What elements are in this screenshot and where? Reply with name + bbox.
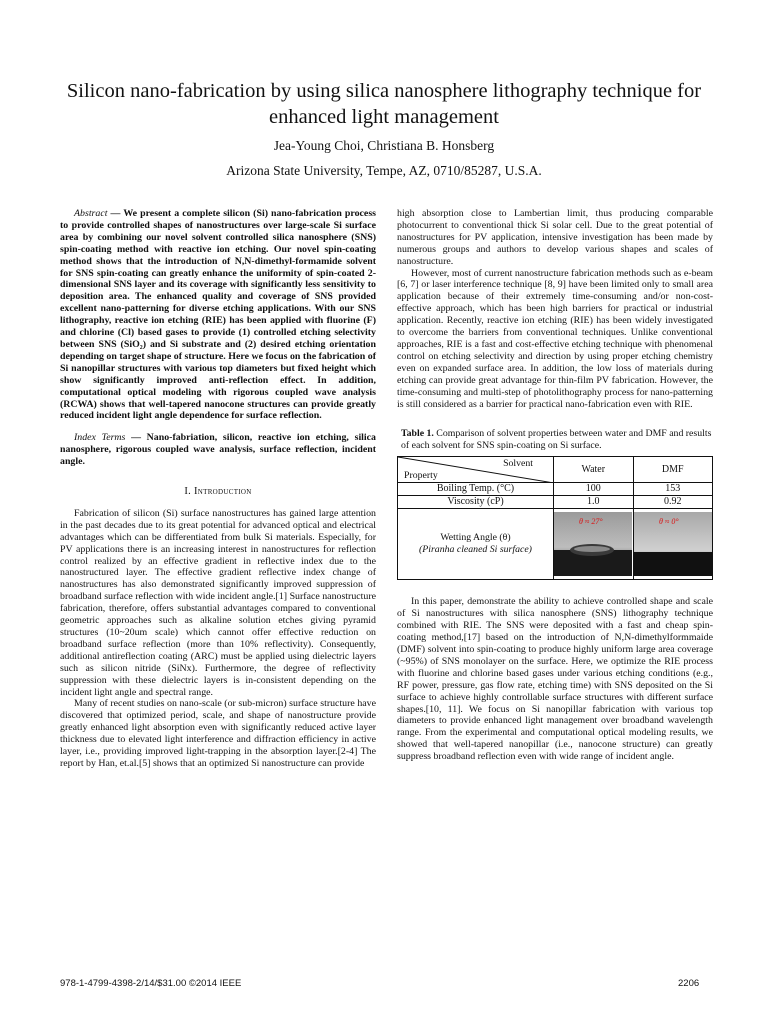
cell-wetting-label <box>398 509 554 580</box>
cell-water-photo <box>554 509 634 580</box>
intro-paragraph: Many of recent studies on nano-scale (or sub-micron) surface structure have discovered that optimized period, scale, and shape of nanostructure provide greatly enhanced light absorption even with significantly reduced active layer thickness due to elevated light interference and diffraction efficiency in active layer, i.e., providing improved light-trapping in the absorption layer.[2-4] The report by Han, et.al.[5] shows that an optimized Si nanostructure can provide <box>60 698 376 769</box>
dmf-angle-text: θ ≈ 0° <box>658 517 679 527</box>
abstract-text: — We present a complete silicon (Si) nano-fabrication process to provide controlled shapes of nanostructures over large-scale Si surface area by combining our novel solvent controlled silica nanosphere (SNS) spin-coating method with reactive ion etching. Our novel spin-coating method shows that the introduction of N,N-dimethyl-formamide solvent for SNS spin-coating can greatly enhance the uniformity of spin-coated 2-dimensional SNS layer and its coverage with significantly less sensitivity to deposition area. The enhanced quality and coverage of SNS provided excellent nano-patterning for diverse etching applications. With our SNS lithography, reactive ion etching (RIE) has been applied with fluorine (F) and chlorine (Cl) based gases to provide (1) controlled etching selectivity between SNS (SiO₂) and Si substrate and (2) desired etching orientation depending on target shape of structure. Here we focus on the fabrication of Si nanopillar structures with various top diameters but fixed height which show significantly improved anti-reflection effect. In addition, computational optical modeling with rigorous coupled wave analysis (RCWA) shows that well-tapered nanocone structures can provide greatly reduced incident light angle dependence for surface reflection. <box>60 208 376 422</box>
header-solvent: Solvent <box>503 458 533 470</box>
cell-water: 100 <box>554 483 634 496</box>
table-row-wetting <box>398 509 713 580</box>
paper-title: Silicon nano-fabrication by using silica nanosphere lithography technique for enhanced light management <box>66 80 702 128</box>
right-column <box>397 208 713 763</box>
header-property: Property <box>404 469 438 481</box>
cell-dmf-photo <box>633 509 713 580</box>
table-caption-label: Table 1. <box>401 428 434 440</box>
abstract-lead: Abstract <box>74 208 108 219</box>
header-dmf: DMF <box>633 457 713 483</box>
cell-dmf: 0.92 <box>633 496 713 509</box>
index-terms-text: — Nano-fabriation, silicon, reactive ion etching, silica nanosphere, rigorous coupled wave analysis, surface reflection, incident angle. <box>60 432 376 468</box>
index-terms <box>60 432 376 468</box>
table-caption-text: Comparison of solvent properties between water and DMF and results of each solvent for SNS spin-coating on Si surface. <box>401 428 712 451</box>
solvent-properties-table <box>397 456 713 580</box>
cell-water: 1.0 <box>554 496 634 509</box>
table-caption <box>401 428 713 451</box>
cell-dmf: 153 <box>633 483 713 496</box>
cell-property: Viscosity (cP) <box>398 496 554 509</box>
water-droplet-photo <box>554 512 632 576</box>
body-paragraph: high absorption close to Lambertian limit, thus producing comparable photocurrent to conventional thick Si solar cell. Due to the great potential of nanostructures for PV application, intensive investigation has been made by numerous groups and authors to develop various shapes and scales of nanostructure. <box>397 208 713 267</box>
left-column <box>60 208 376 770</box>
author-list: Jea-Young Choi, Christiana B. Honsberg <box>273 138 495 153</box>
header-water: Water <box>554 457 634 483</box>
water-angle-text: θ ≈ 27° <box>579 517 603 527</box>
index-terms-lead: Index Terms <box>74 432 126 444</box>
body-paragraph: In this paper, demonstrate the ability to achieve controlled shape and scale of Si nanostructures with silica nanosphere (SNS) lithography technique combined with RIE. The SNS were deposited with a fast and cheap spin-coating method,[17] based on the introduction of N,N-dimethylformmaide (DMF) solvent into spin-coating to produce highly uniform large area coverage (~95%) of SNS monolayer on the surface. Here, we optimize the RIE process with fluorine and chlorine based gases under various etching conditions (e.g., RF power, pressure, gas flow rate, etching time) with SNS deposited on the Si surface to achieve highly controllable surface structures with different surface shapes.[10, 11]. We focus on Si nanopillar fabrication with various top diameters to provide enhanced light management over broadband wavelength range. From the experimental and computational optical modeling results, we showed that well-tapered nanopillar (i.e., nanocone structure) can greatly suppress broadband reflection even with wide range of incident angle. <box>397 596 713 763</box>
abstract <box>60 208 376 422</box>
body-paragraph: However, most of current nanostructure fabrication methods such as e-beam [6, 7] or laser interference technique [8, 9] have been limited only to small area application because of their extremely time-consuming and/or non-cost-effective approach, which has been high barriers for practical or industrial application. Recently, reactive ion etching (RIE) has been widely investigated to overcome the barriers from conventional techniques. Unlike conventional approaches, RIE is a fast and cost-effective etching technique with phenomenal control on etching selectivity and direction by using proper etching chemistry even on expanded surface area. In addition, the low loss of materials during etching can provide great advantage for thin-film PV fabrication. However, the time-consuming and multi-step of photolithography process for nano-patterning is still considered as a barrier for practical nano-fabrication even with RIE. <box>397 267 713 410</box>
table-row <box>398 483 713 496</box>
table-header-row <box>398 457 713 483</box>
cell-property: Boiling Temp. (°C) <box>398 483 554 496</box>
dmf-film-photo <box>634 512 712 576</box>
intro-paragraph: Fabrication of silicon (Si) surface nanostructures has gained large attention in the past decades due to its great potential for advanced optical and electrical advantages which can be differentiated from bulk Si materials. Especially, for PV applications there is an increasing interest in nanostructures for reflection control realized by an effective gradient in reflective index due to the nanostructured layer. The effective gradient reflective index change of nanostructures has also demonstrated significantly improved suppression of broadband surface reflection with wide incident angle.[1] Surface nanostructure fabrication, therefore, offers substantial advantages compared to conventional geometric approaches such as alkaline solution etches giving pyramid structures (10~20um scale) which cannot offer effective reduction on broadband surface reflection (more than 10% reflectivity). Consequently, additional antireflection coating (ARC) must be applied using dielectric layers such as silicon nitride (SiNx). Furthermore, the degree of reflectivity suppression with these dielectric layers is in-consistent depending on the incident light angle and spectral range. <box>60 507 376 698</box>
footer-copyright: 978-1-4799-4398-2/14/$31.00 ©2014 IEEE <box>60 978 242 989</box>
wetting-angle-label: Wetting Angle (θ) <box>440 532 511 544</box>
table-row <box>398 496 713 509</box>
wetting-angle-sublabel: (Piranha cleaned Si surface) <box>419 544 532 556</box>
page-number: 2206 <box>678 978 700 989</box>
affiliation: Arizona State University, Tempe, AZ, 0710/85287, U.S.A. <box>226 163 542 178</box>
section-heading-introduction: I. Introduction <box>184 486 252 498</box>
header-diagonal-cell <box>398 457 554 483</box>
